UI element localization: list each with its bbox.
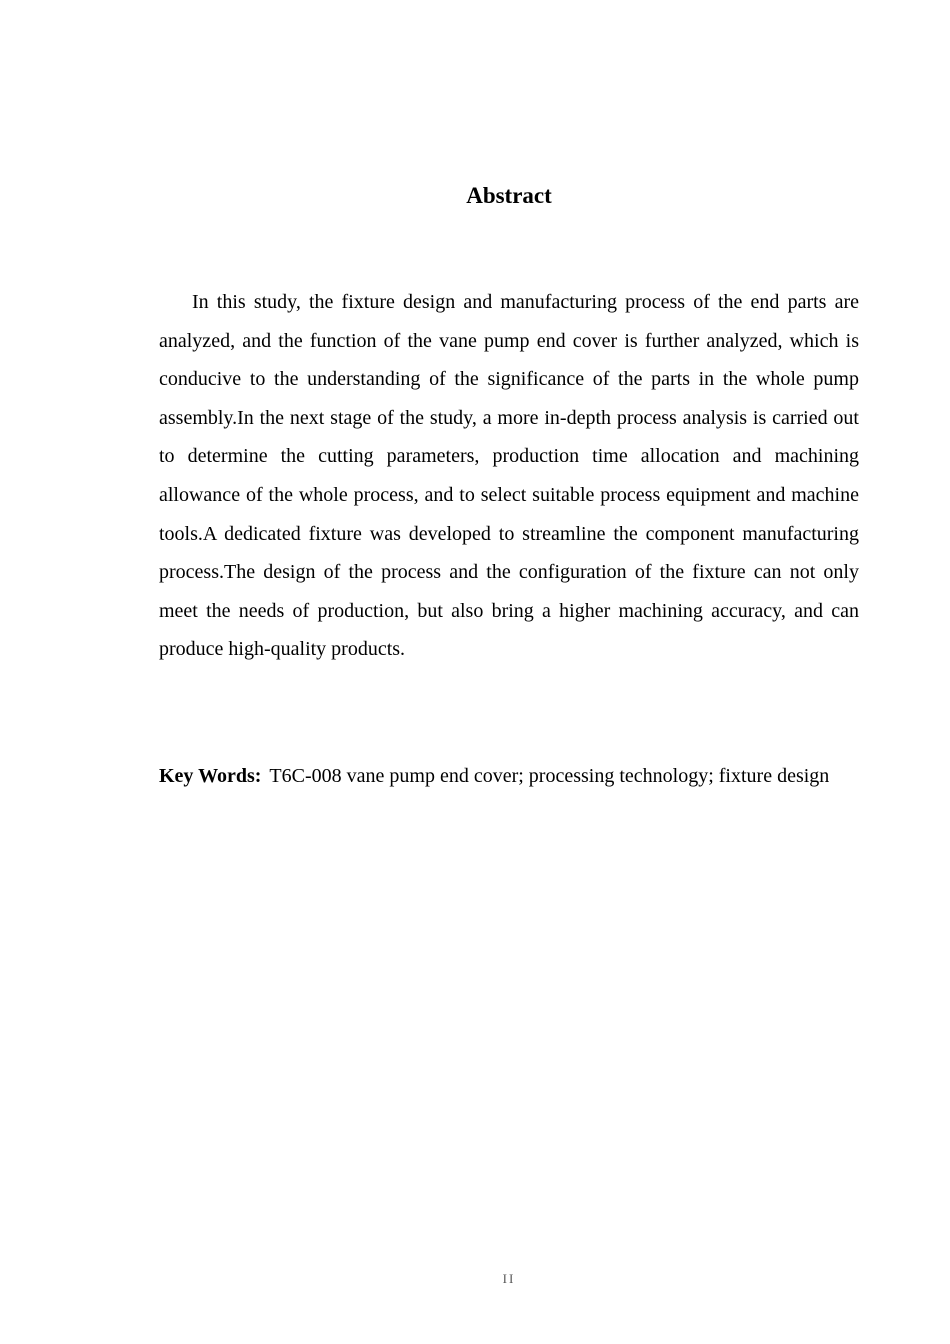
page-number: II	[502, 1271, 516, 1286]
keywords-text: T6C-008 vane pump end cover; processing technology; fixture design	[269, 765, 830, 787]
abstract-title: Abstract	[466, 183, 552, 208]
keywords-line	[159, 757, 859, 796]
abstract-body: In this study, the fixture design and manufacturing process of the end parts are analyzed, and the function of the vane pump end cover is further analyzed, which is conducive to the understanding of the significance of the parts in the whole pump assembly.In the next stage of the study, a more in-depth process analysis is carried out to determine the cutting parameters, production time allocation and machining allowance of the whole process, and to select suitable process equipment and machine tools.A dedicated fixture was developed to streamline the component manufacturing process.The design of the process and the configuration of the fixture can not only meet the needs of production, but also bring a higher machining accuracy, and can produce high-quality products.	[159, 291, 859, 661]
keywords-label: Key Words:	[159, 765, 262, 787]
